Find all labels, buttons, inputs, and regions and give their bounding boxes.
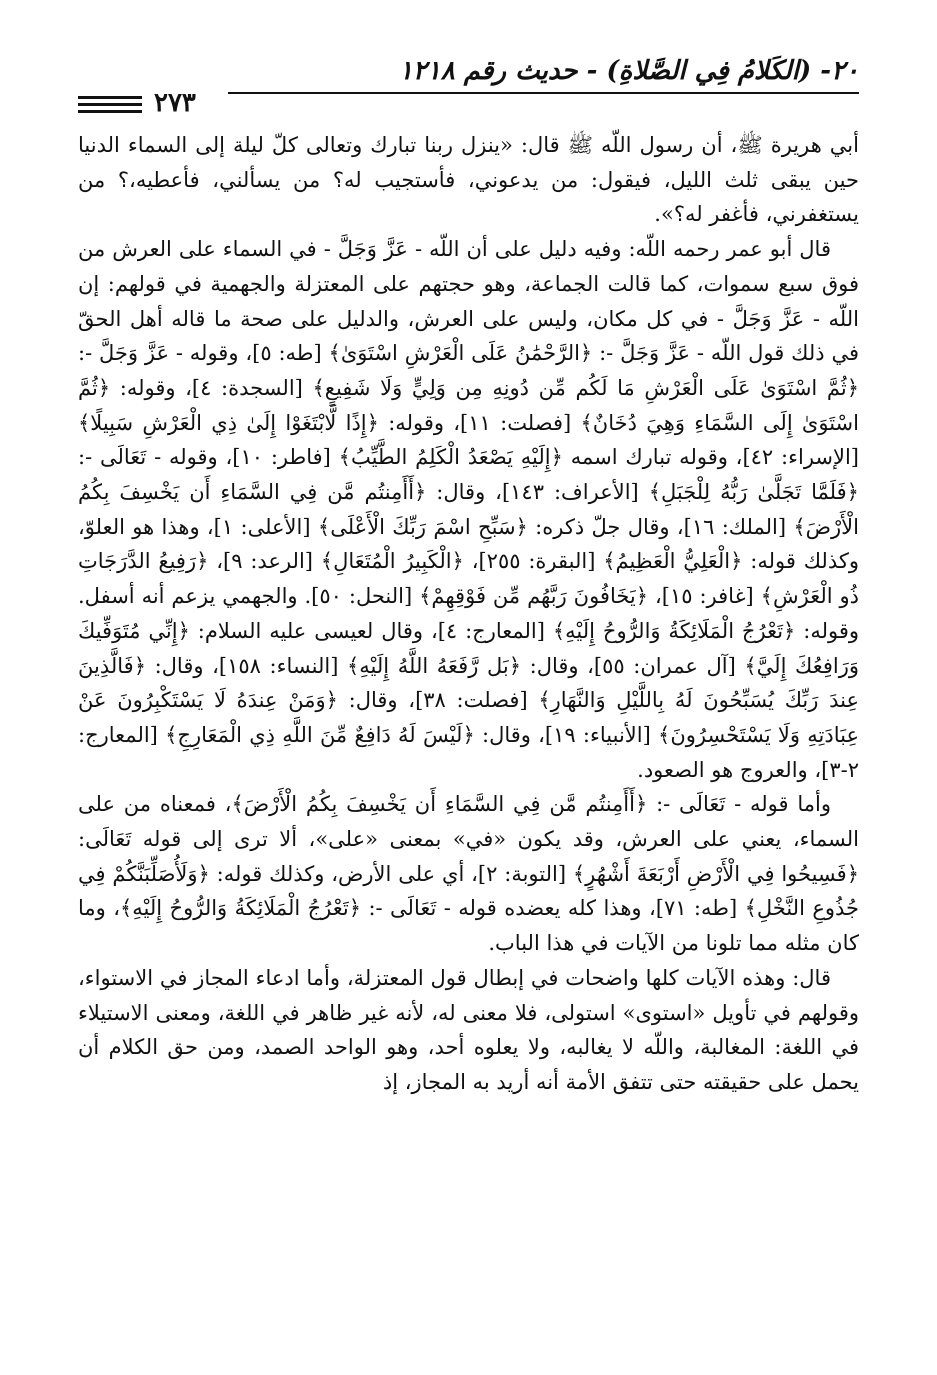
page-number: ٢٧٣: [154, 88, 196, 118]
page-number-rule: [78, 103, 142, 106]
body-text: [78, 128, 859, 1100]
header-rule: [228, 92, 859, 94]
running-header-title: ٢٠- (الكَلامُ فِي الصَّلاةِ) - حديث رقم ١٢١٨: [398, 56, 859, 86]
running-header: [78, 52, 859, 92]
paragraph-hadith-continuation: أبي هريرة ﷺ، أن رسول اللّه ﷺ قال: «ينزل ربنا تبارك وتعالى كلّ ليلة إلى السماء الدنيا حين يبقى ثلث الليل، فيقول: من يدعوني، فأستجيب له؟ من يسألني، فأعطيه،؟ من يستغفرني، فأغفر له؟».: [78, 133, 859, 227]
page-number-block: [78, 88, 238, 118]
page-number-rule: [78, 96, 142, 99]
paragraph-refutation-of-majaz: قال: وهذه الآيات كلها واضحات في إبطال قول المعتزلة، وأما ادعاء المجاز في الاستواء، وقولهم في تأويل «استوى» استولى، فلا معنى له، لأنه غير ظاهر في اللغة، ومعنى الاستيلاء في اللغة: المغالبة، واللّه لا يغالبه، ولا يعلوه أحد، وهو الواحد الصمد، ومن حق الكلام أن يحمل على حقيقته حتى تتفق الأمة أنه أريد به المجاز، إذ: [78, 965, 859, 1094]
paragraph-abu-umar-commentary: قال أبو عمر رحمه اللّه: وفيه دليل على أن اللّه - عَزَّ وَجَلَّ - في السماء على العرش من فوق سبع سموات، كما قالت الجماعة، وهو حجتهم على المعتزلة والجهمية في قولهم: إن اللّه - عَزَّ وَجَلَّ - في كل مكان، وليس على العرش، والدليل على صحة ما قاله أهل الحقّ في ذلك قول اللّه - عَزَّ وَجَلَّ -: ﴿الرَّحْمَٰنُ عَلَى الْعَرْشِ اسْتَوَىٰ﴾ [طه: ٥]، وقوله - عَزَّ وَجَلَّ -: ﴿ثُمَّ اسْتَوَىٰ عَلَى الْعَرْشِ مَا لَكُم مِّن دُونِهِ مِن وَلِيٍّ وَلَا شَفِيعٍ﴾ [السجدة: ٤]، وقوله: ﴿ثُمَّ اسْتَوَىٰ إِلَى السَّمَاءِ وَهِيَ دُخَانٌ﴾ [فصلت: ١١]، وقوله: ﴿إِذًا لَّابْتَغَوْا إِلَىٰ ذِي الْعَرْشِ سَبِيلًا﴾ [الإسراء: ٤٢]، وقوله تبارك اسمه ﴿إِلَيْهِ يَصْعَدُ الْكَلِمُ الطَّيِّبُ﴾ [فاطر: ١٠]، وقوله - تَعَالَى -: ﴿فَلَمَّا تَجَلَّىٰ رَبُّهُ لِلْجَبَلِ﴾ [الأعراف: ١٤٣]، وقال: ﴿أَأَمِنتُم مَّن فِي السَّمَاءِ أَن يَخْسِفَ بِكُمُ الْأَرْضَ﴾ [الملك: ١٦]، وقال جلّ ذكره: ﴿سَبِّحِ اسْمَ رَبِّكَ الْأَعْلَى﴾ [الأعلى: ١]، وهذا هو العلوّ، وكذلك قوله: ﴿الْعَلِيُّ الْعَظِيمُ﴾ [البقرة: ٢٥٥]، ﴿الْكَبِيرُ الْمُتَعَالِ﴾ [الرعد: ٩]، ﴿رَفِيعُ الدَّرَجَاتِ ذُو الْعَرْشِ﴾ [غافر: ١٥]، ﴿يَخَافُونَ رَبَّهُم مِّن فَوْقِهِمْ﴾ [النحل: ٥٠]. والجهمي يزعم أنه أسفل. وقوله: ﴿تَعْرُجُ الْمَلَائِكَةُ وَالرُّوحُ إِلَيْهِ﴾ [المعارج: ٤]، وقال لعيسى عليه السلام: ﴿إِنِّي مُتَوَفِّيكَ وَرَافِعُكَ إِلَيَّ﴾ [آل عمران: ٥٥]، وقال: ﴿بَل رَّفَعَهُ اللَّهُ إِلَيْهِ﴾ [النساء: ١٥٨]، وقال: ﴿فَالَّذِينَ عِندَ رَبِّكَ يُسَبِّحُونَ لَهُ بِاللَّيْلِ وَالنَّهَارِ﴾ [فصلت: ٣٨]، وقال: ﴿وَمَنْ عِندَهُ لَا يَسْتَكْبِرُونَ عَنْ عِبَادَتِهِ وَلَا يَسْتَحْسِرُونَ﴾ [الأنبياء: ١٩]، وقال: ﴿لَيْسَ لَهُ دَافِعٌ مِّنَ اللَّهِ ذِي الْمَعَارِجِ﴾ [المعارج: ٢-٣]، والعروج هو الصعود.: [78, 237, 860, 782]
paragraph-meaning-of-fi: وأما قوله - تَعَالَى -: ﴿أَأَمِنتُم مَّن فِي السَّمَاءِ أَن يَخْسِفَ بِكُمُ الْأَرْضَ﴾، فمعناه من على السماء، يعني على العرش، وقد يكون «في» بمعنى «على»، ألا ترى إلى قوله تَعَالَى: ﴿فَسِيحُوا فِي الْأَرْضِ أَرْبَعَةَ أَشْهُرٍ﴾ [التوبة: ٢]، أي على الأرض، وكذلك قوله: ﴿وَلَأُصَلِّبَنَّكُمْ فِي جُذُوعِ النَّخْلِ﴾ [طه: ٧١]، وهذا كله يعضده قوله - تَعَالَى -: ﴿تَعْرُجُ الْمَلَائِكَةُ وَالرُّوحُ إِلَيْهِ﴾، وما كان مثله مما تلونا من الآيات في هذا الباب.: [78, 792, 859, 956]
page-number-rule: [78, 110, 142, 113]
